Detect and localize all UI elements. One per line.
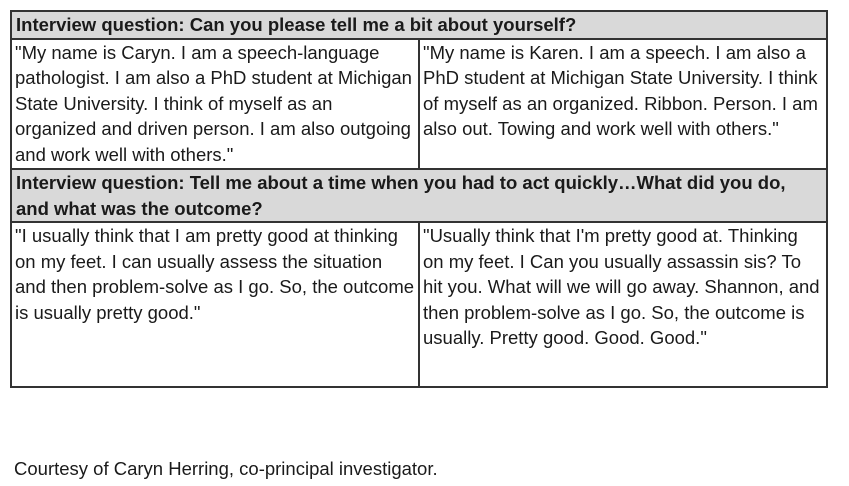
transcribed-answer-cell: "Usually think that I'm pretty good at. Thinking on my feet. I Can you usually assassin sis? To hit you. What will we will go away. Shannon, and then problem-solve as I go. So, the outcome is usually. Pretty good. Good. Good." [419, 222, 827, 387]
question-row [11, 11, 827, 39]
question-row [11, 169, 827, 222]
original-answer-cell: "I usually think that I am pretty good at thinking on my feet. I can usually assess the situation and then problem-solve as I go. So, the outcome is usually pretty good." [11, 222, 419, 387]
transcribed-answer-cell: "My name is Karen. I am a speech. I am also a PhD student at Michigan State University. I think of myself as an organized. Ribbon. Person. I am also out. Towing and work well with others." [419, 39, 827, 170]
question-cell: Interview question: Can you please tell me a bit about yourself? [11, 11, 827, 39]
original-answer-cell: "My name is Caryn. I am a speech-language pathologist. I am also a PhD student at Michigan State University. I think of myself as an organized and driven person. I am also outgoing and work well with others." [11, 39, 419, 170]
question-cell: Interview question: Tell me about a time when you had to act quickly…What did you do, and what was the outcome? [11, 169, 827, 222]
image-credit-caption: Courtesy of Caryn Herring, co-principal investigator. [14, 458, 438, 479]
answer-row [11, 222, 827, 387]
interview-comparison-table [10, 10, 828, 388]
answer-row [11, 39, 827, 170]
